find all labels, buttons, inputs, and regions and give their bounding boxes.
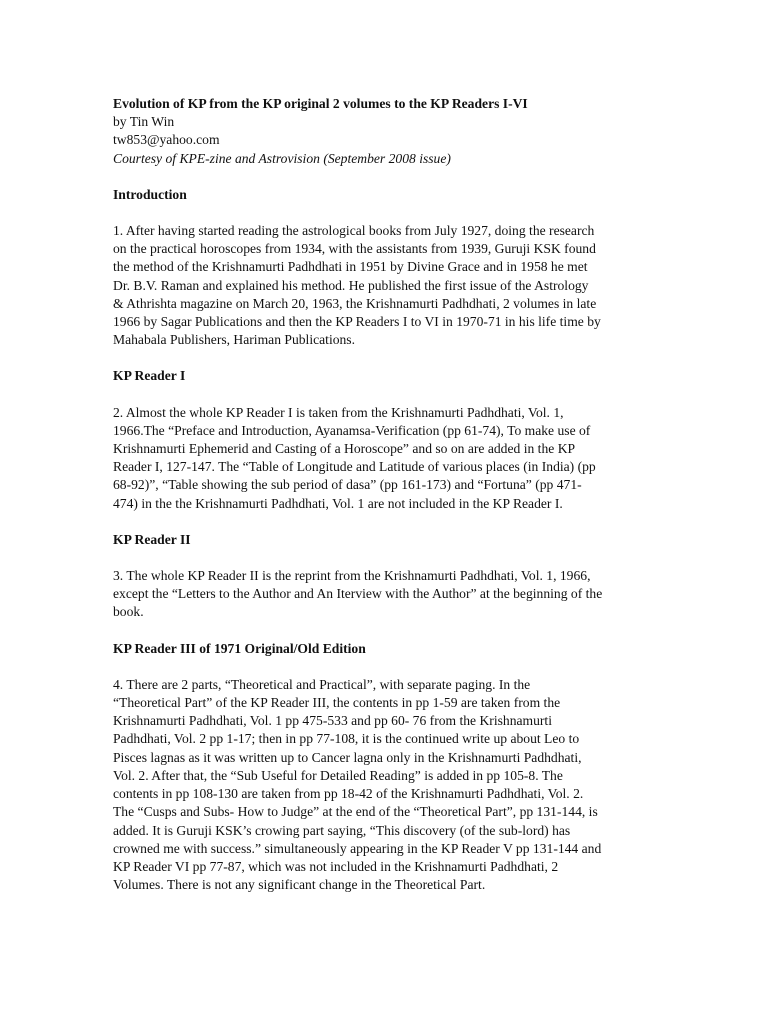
paragraph-line: Mahabala Publishers, Hariman Publications. <box>113 332 355 348</box>
paragraph-line: Krishnamurti Ephemerid and Casting of a Horoscope” and so on are added in the KP <box>113 441 576 457</box>
paragraph-line: The “Cusps and Subs- How to Judge” at the end of the “Theoretical Part”, pp 131-144, is <box>113 804 598 820</box>
paragraph-line: Dr. B.V. Raman and explained his method. He published the first issue of the Astrology <box>113 277 589 293</box>
document-page <box>113 95 658 894</box>
section-heading-kp-reader-1: KP Reader I <box>113 368 186 384</box>
section-heading-introduction: Introduction <box>113 186 187 202</box>
paragraph-line: 3. The whole KP Reader II is the reprint from the Krishnamurti Padhdhati, Vol. 1, 1966, <box>113 568 591 584</box>
paragraph-line: 4. There are 2 parts, “Theoretical and Practical”, with separate paging. In the <box>113 676 531 692</box>
paragraph-line: except the “Letters to the Author and An Iterview with the Author” at the beginning of the <box>113 586 603 602</box>
section-heading-kp-reader-2: KP Reader II <box>113 531 191 547</box>
paragraph-line: KP Reader VI pp 77-87, which was not included in the Krishnamurti Padhdhati, 2 <box>113 858 559 874</box>
document-title: Evolution of KP from the KP original 2 volumes to the KP Readers I-VI <box>113 96 528 111</box>
section-heading-kp-reader-3: KP Reader III of 1971 Original/Old Edition <box>113 640 366 656</box>
courtesy-line: Courtesy of KPE-zine and Astrovision (September 2008 issue) <box>113 150 451 166</box>
paragraph-line: Krishnamurti Padhdhati, Vol. 1 pp 475-533 and pp 60- 76 from the Krishnamurti <box>113 713 552 729</box>
spacer <box>113 622 658 640</box>
paragraph-kp-reader-1 <box>113 404 658 513</box>
paragraph-line: 1. After having started reading the astrological books from July 1927, doing the research <box>113 223 595 239</box>
paragraph-introduction <box>113 222 658 349</box>
paragraph-line: 474) in the the Krishnamurti Padhdhati, Vol. 1 are not included in the KP Reader I. <box>113 495 563 511</box>
paragraph-line: 68-92)”, “Table showing the sub period of dasa” (pp 161-173) and “Fortuna” (pp 471- <box>113 477 582 493</box>
spacer <box>113 349 658 367</box>
spacer <box>113 204 658 222</box>
paragraph-line: book. <box>113 604 144 620</box>
paragraph-line: Reader I, 127-147. The “Table of Longitude and Latitude of various places (in India) (pp <box>113 459 596 475</box>
spacer <box>113 386 658 404</box>
paragraph-line: & Athrishta magazine on March 20, 1963, the Krishnamurti Padhdhati, 2 volumes in late <box>113 295 597 311</box>
paragraph-line: on the practical horoscopes from 1934, with the assistants from 1939, Guruji KSK found <box>113 241 596 257</box>
paragraph-line: Pisces lagnas as it was written up to Cancer lagna only in the Krishnamurti Padhdhati, <box>113 749 582 765</box>
paragraph-line: Vol. 2. After that, the “Sub Useful for Detailed Reading” is added in pp 105-8. The <box>113 767 563 783</box>
spacer <box>113 549 658 567</box>
paragraph-line: 1966.The “Preface and Introduction, Ayanamsa-Verification (pp 61-74), To make use of <box>113 422 591 438</box>
paragraph-line: 2. Almost the whole KP Reader I is taken from the Krishnamurti Padhdhati, Vol. 1, <box>113 404 564 420</box>
paragraph-kp-reader-3 <box>113 676 658 894</box>
author-email: tw853@yahoo.com <box>113 132 220 148</box>
spacer <box>113 168 658 186</box>
spacer <box>113 513 658 531</box>
paragraph-line: “Theoretical Part” of the KP Reader III, the contents in pp 1-59 are taken from the <box>113 695 561 711</box>
paragraph-line: crowned me with success.” simultaneously appearing in the KP Reader V pp 131-144 and <box>113 840 602 856</box>
paragraph-line: the method of the Krishnamurti Padhdhati in 1951 by Divine Grace and in 1958 he met <box>113 259 588 275</box>
paragraph-kp-reader-2 <box>113 567 658 622</box>
paragraph-line: contents in pp 108-130 are taken from pp 18-42 of the Krishnamurti Padhdhati, Vol. 2. <box>113 786 584 802</box>
paragraph-line: Volumes. There is not any significant change in the Theoretical Part. <box>113 877 486 893</box>
paragraph-line: Padhdhati, Vol. 2 pp 1-17; then in pp 77-108, it is the continued write up about Leo to <box>113 731 580 747</box>
paragraph-line: 1966 by Sagar Publications and then the KP Readers I to VI in 1970-71 in his life time by <box>113 314 601 330</box>
spacer <box>113 658 658 676</box>
author-line: by Tin Win <box>113 114 175 130</box>
paragraph-line: added. It is Guruji KSK’s crowing part saying, “This discovery (of the sub-lord) has <box>113 822 571 838</box>
